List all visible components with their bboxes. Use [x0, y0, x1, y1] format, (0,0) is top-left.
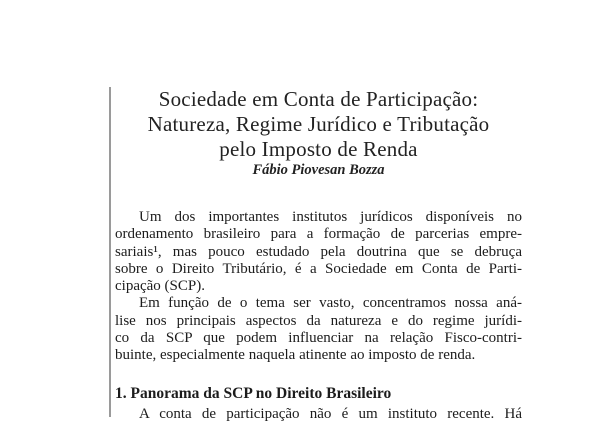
article-body [115, 209, 522, 365]
text-line: Em função de o tema ser vasto, concentramos nossa aná- [139, 295, 522, 312]
paragraph [115, 209, 522, 295]
text-line: lise nos principais aspectos da natureza e do regime jurídi- [115, 312, 522, 329]
paragraph [115, 295, 522, 364]
text-line: co da SCP que podem influenciar na relação Fisco-contri- [115, 330, 522, 347]
partial-last-line: A conta de participação não é um instituto recente. Há [139, 406, 522, 422]
text-line: ordenamento brasileiro para a formação de parcerias empre- [115, 226, 522, 243]
section-heading: 1. Panorama da SCP no Direito Brasileiro [115, 385, 392, 402]
text-line: buinte, especialmente naquela atinente ao imposto de renda. [115, 347, 476, 364]
title-line: Sociedade em Conta de Participação: [158, 87, 479, 111]
article-author: Fábio Piovesan Bozza [252, 162, 385, 178]
title-line: Natureza, Regime Jurídico e Tributação [147, 112, 490, 136]
article-title [115, 87, 522, 162]
text-line: Um dos importantes institutos jurídicos disponíveis no [139, 209, 522, 225]
text-line: cipação (SCP). [115, 278, 205, 295]
article-content [115, 0, 522, 422]
left-margin-rule [109, 87, 111, 417]
text-line: sariais¹, mas pouco estudado pela doutrina que se debruça [115, 243, 522, 260]
text-line: sobre o Direito Tributário, é a Sociedade em Conta de Parti- [115, 260, 522, 277]
title-line: pelo Imposto de Renda [219, 137, 418, 161]
